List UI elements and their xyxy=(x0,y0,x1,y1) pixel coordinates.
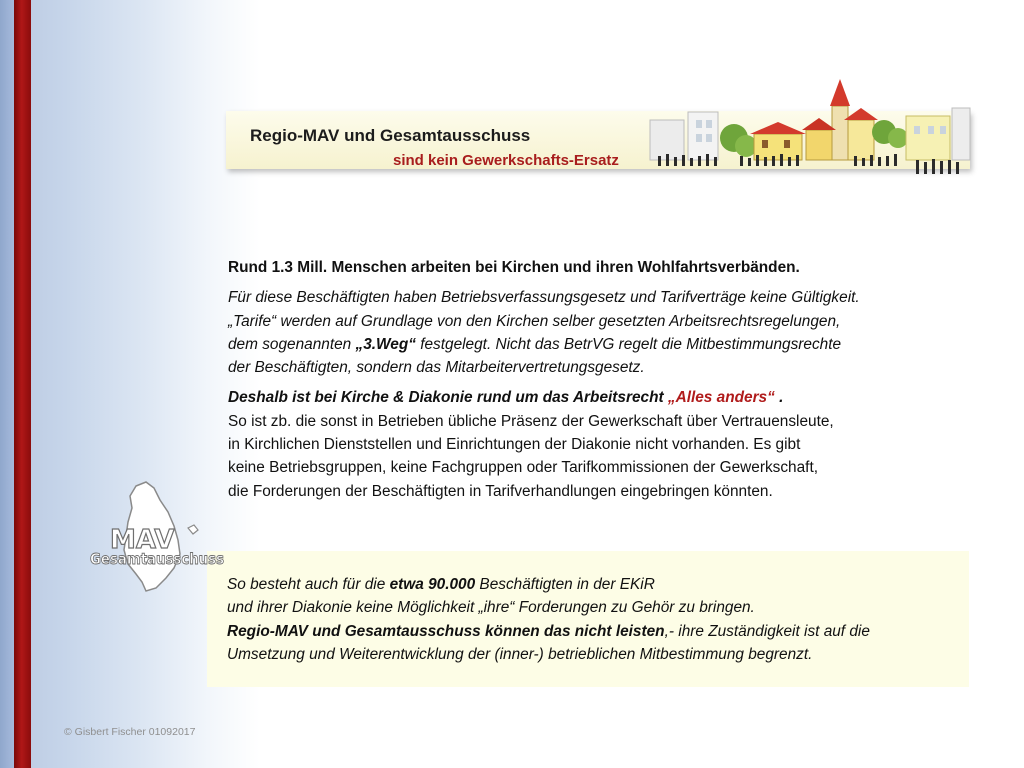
logo-mav-text: MAV xyxy=(110,525,175,555)
paragraph-2-line-3-c: festgelegt. Nicht das BetrVG regelt die Mitbestimmungsrechte xyxy=(415,335,842,353)
left-red-stripe xyxy=(14,0,31,768)
box-line-1 xyxy=(227,573,870,596)
paragraph-2-line-1: Für diese Beschäftigten haben Betriebsverfassungsgesetz und Tarifverträge keine Gültigkeit. xyxy=(228,289,860,307)
alles-anders-emphasis: „Alles anders“ xyxy=(667,389,775,407)
paragraph-3-line-5: die Forderungen der Beschäftigten in Tarifverhandlungen eingebringen könnten. xyxy=(228,482,773,500)
main-text xyxy=(228,256,978,503)
box-line-3 xyxy=(227,620,870,643)
highlight-box-text xyxy=(227,573,870,666)
box-line-3-b: ,- ihre Zuständigkeit ist auf die xyxy=(664,622,870,640)
paragraph-3 xyxy=(228,386,978,502)
dritter-weg-emphasis: „3.Weg“ xyxy=(355,335,416,353)
mav-logo xyxy=(88,478,226,594)
paragraph-2-line-3-a: dem sogenannten xyxy=(228,335,356,353)
count-emphasis: etwa 90.000 xyxy=(389,576,476,593)
box-line-2: und ihrer Diakonie keine Möglichkeit „ihre“ Forderungen zu Gehör zu bringen. xyxy=(227,599,755,617)
left-blue-stripe xyxy=(0,0,14,768)
lead-paragraph: Rund 1.3 Mill. Menschen arbeiten bei Kirchen und ihren Wohlfahrtsverbänden. xyxy=(228,259,800,276)
paragraph-3-line-2: So ist zb. die sonst in Betrieben übliche Präsenz der Gewerkschaft über Vertrauensleute, xyxy=(228,412,834,430)
slide-title: Regio-MAV und Gesamtausschuss xyxy=(250,126,531,145)
paragraph-2 xyxy=(228,286,978,379)
paragraph-3-line-4: keine Betriebsgruppen, keine Fachgruppen oder Tarifkommissionen der Gewerkschaft, xyxy=(228,459,819,477)
box-line-3-a: Regio-MAV und Gesamtausschuss können das nicht leisten xyxy=(227,622,665,640)
paragraph-2-line-4: der Beschäftigten, sondern das Mitarbeitervertretungsgesetz. xyxy=(228,359,645,377)
copyright-footer: © Gisbert Fischer 01092017 xyxy=(64,726,196,738)
logo-gesamtausschuss-text: Gesamtausschuss xyxy=(90,550,225,568)
slide-subtitle: sind kein Gewerkschafts-Ersatz xyxy=(393,152,619,169)
paragraph-2-line-2: „Tarife“ werden auf Grundlage von den Kirchen selber gesetzten Arbeitsrechtsregelungen, xyxy=(228,312,841,330)
paragraph-3-line-1-a: Deshalb ist bei Kirche & Diakonie rund um das Arbeitsrecht xyxy=(228,389,668,407)
box-line-1-c: Beschäftigten in der EKiR xyxy=(475,576,655,593)
box-line-4: Umsetzung und Weiterentwicklung der (inner-) betrieblichen Mitbestimmung begrenzt. xyxy=(227,645,813,663)
box-line-1-a: So besteht auch für die xyxy=(227,576,390,593)
town-illustration xyxy=(644,76,974,188)
paragraph-3-line-3: in Kirchlichen Dienststellen und Einrichtungen der Diakonie nicht vorhanden. Es gibt xyxy=(228,436,801,454)
paragraph-3-line-1-c: . xyxy=(774,389,784,407)
